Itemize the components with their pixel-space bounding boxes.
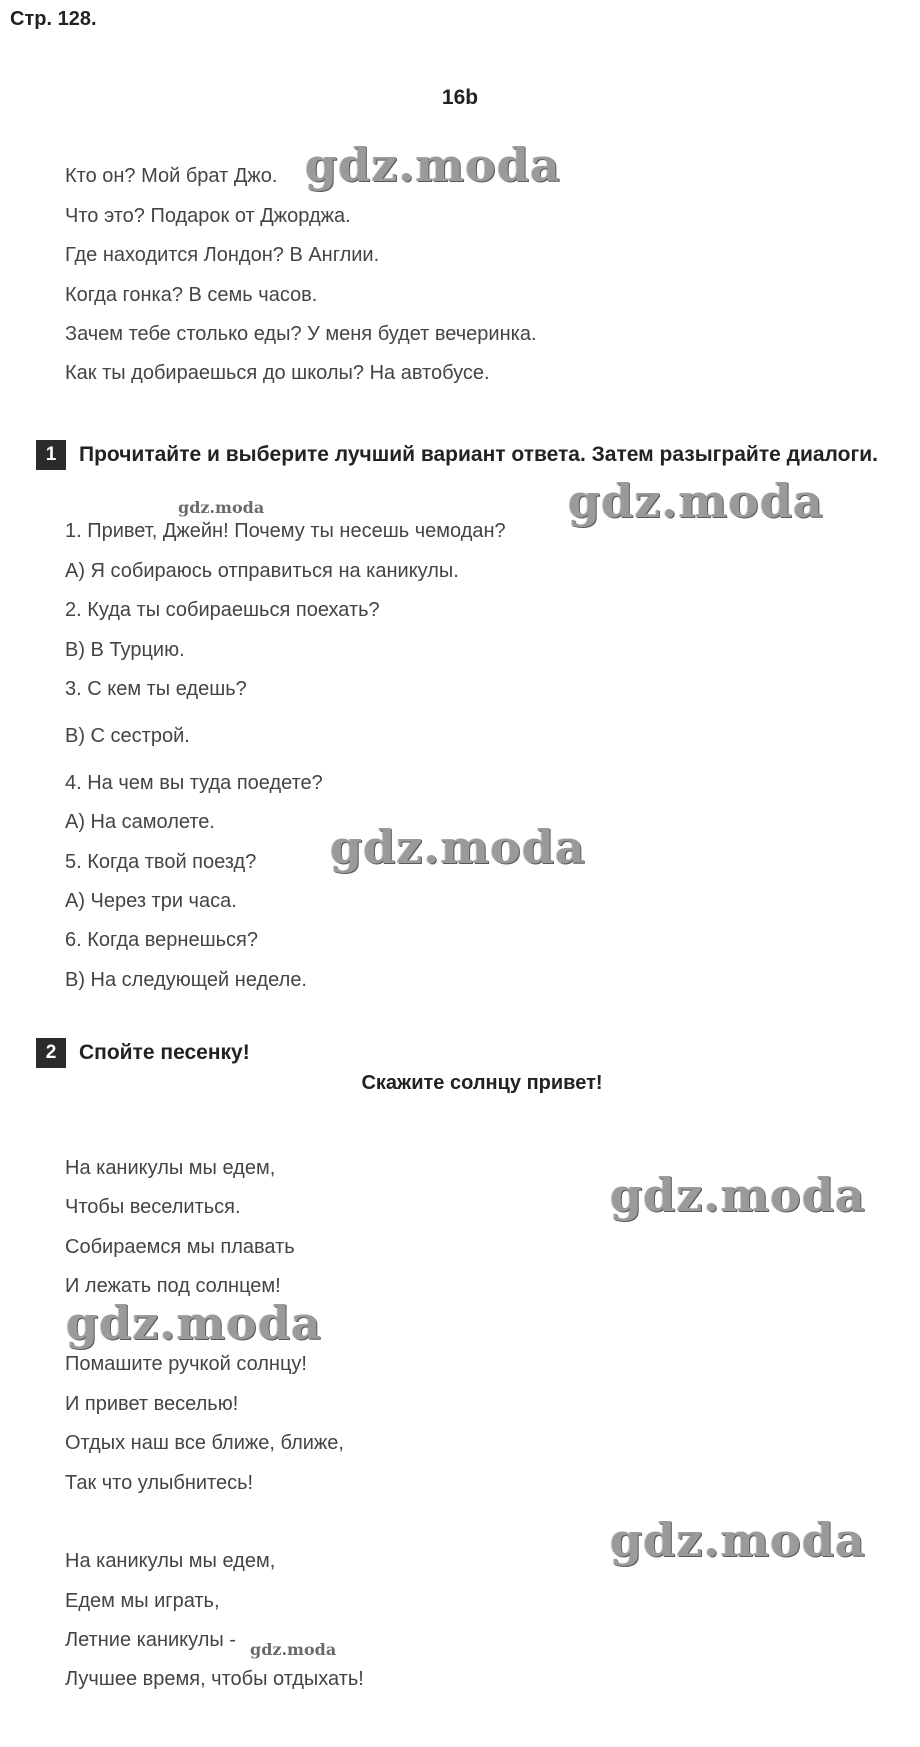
section-title: 16b — [441, 86, 479, 109]
song-line: Собираемся мы плавать — [65, 1236, 295, 1258]
watermark-small: gdz.moda — [250, 1640, 337, 1659]
task-1-heading: Прочитайте и выберите лучший вариант ответа. Затем разыграйте диалоги. — [79, 443, 878, 466]
intro-line: Где находится Лондон? В Англии. — [65, 244, 380, 266]
page-number: Стр. 128. — [10, 8, 97, 30]
intro-line: Кто он? Мой брат Джо. — [65, 165, 278, 187]
watermark: gdz.moda — [330, 820, 586, 874]
song-line: На каникулы мы едем, — [65, 1550, 276, 1572]
song-line: И привет веселью! — [65, 1393, 239, 1415]
task-1-line: 4. На чем вы туда поедете? — [65, 772, 323, 794]
task-1-line: 1. Привет, Джейн! Почему ты несешь чемодан? — [65, 520, 506, 542]
task-1-line: A) На самолете. — [65, 811, 215, 833]
watermark: gdz.moda — [305, 138, 561, 192]
task-1-line: A) Я собираюсь отправиться на каникулы. — [65, 560, 459, 582]
watermark: gdz.moda — [610, 1513, 866, 1567]
song-line: На каникулы мы едем, — [65, 1157, 276, 1179]
song-line: Помашите ручкой солнцу! — [65, 1353, 307, 1375]
watermark-small: gdz.moda — [178, 498, 265, 517]
intro-line: Когда гонка? В семь часов. — [65, 284, 318, 306]
song-line: Едем мы играть, — [65, 1590, 220, 1612]
intro-line: Зачем тебе столько еды? У меня будет вечеринка. — [65, 323, 537, 345]
watermark: gdz.moda — [610, 1168, 866, 1222]
task-1-line: A) Через три часа. — [65, 890, 237, 912]
task-1-number-badge: 1 — [36, 440, 66, 470]
song-line: Лучшее время, чтобы отдыхать! — [65, 1668, 364, 1690]
intro-line: Что это? Подарок от Джорджа. — [65, 205, 351, 227]
task-1-line: B) С сестрой. — [65, 725, 190, 747]
song-line: Чтобы веселиться. — [65, 1196, 241, 1218]
task-1-line: 2. Куда ты собираешься поехать? — [65, 599, 380, 621]
task-1-line: B) На следующей неделе. — [65, 969, 307, 991]
song-line: Отдых наш все ближе, ближе, — [65, 1432, 344, 1454]
task-1-line: 5. Когда твой поезд? — [65, 851, 257, 873]
song-line: Так что улыбнитесь! — [65, 1472, 254, 1494]
watermark: gdz.moda — [568, 474, 824, 528]
task-1-line: 3. С кем ты едешь? — [65, 678, 247, 700]
task-1-line: B) В Турцию. — [65, 639, 185, 661]
task-2-heading: Спойте песенку! — [79, 1041, 250, 1064]
song-line: И лежать под солнцем! — [65, 1275, 281, 1297]
task-2-number-badge: 2 — [36, 1038, 66, 1068]
task-1-line: 6. Когда вернешься? — [65, 929, 258, 951]
watermark: gdz.moda — [66, 1296, 322, 1350]
song-line: Летние каникулы - — [65, 1629, 236, 1651]
song-title: Скажите солнцу привет! — [361, 1072, 603, 1094]
intro-line: Как ты добираешься до школы? На автобусе. — [65, 362, 490, 384]
